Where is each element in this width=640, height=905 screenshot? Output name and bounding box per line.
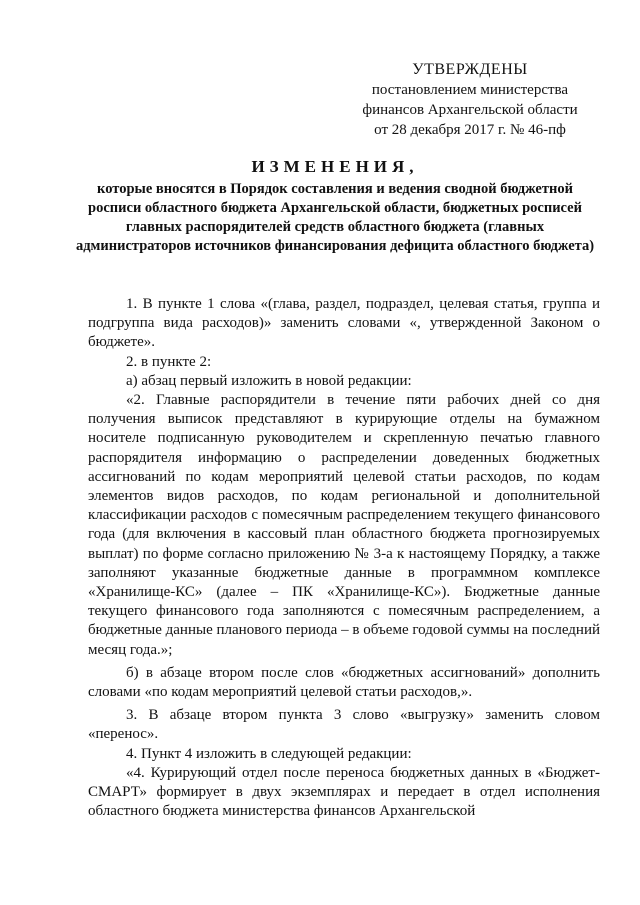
paragraph-4-text: «4. Курирующий отдел после переноса бюджетных данных в «Бюджет-СМАРТ» формирует в двух экземплярах и передает в отдел исполнения областного бюджета министерства финансов Архангельской (88, 764, 600, 820)
approval-heading: УТВЕРЖДЕНЫ (412, 61, 528, 78)
document-subtitle: которые вносятся в Порядок составления и ведения сводной бюджетной росписи областного бюджета Архангельской области, бюджетных росписей главных распорядителей средств областного бюджета (главных администраторов источников финансирования дефицита областного бюджета) (75, 181, 595, 254)
paragraph-2: 2. в пункте 2: (126, 353, 212, 370)
approval-line-3: от 28 декабря 2017 г. № 46-пф (374, 122, 566, 138)
paragraph-4: 4. Пункт 4 изложить в следующей редакции: (126, 745, 412, 762)
document-body (88, 295, 600, 821)
document-title-block (70, 156, 600, 256)
paragraph-1: 1. В пункте 1 слова «(глава, раздел, подраздел, целевая статья, группа и подгруппа вида расходов)» заменить словами «, утвержденной Законом о бюджете». (88, 296, 600, 351)
paragraph-2b: б) в абзаце втором после слов «бюджетных ассигнований» дополнить словами «по кодам мероприятий целевой статьи расходов,». (88, 664, 600, 701)
document-title: ИЗМЕНЕНИЯ, (251, 157, 419, 176)
approval-line-1: постановлением министерства (371, 82, 569, 98)
paragraph-2a-text: «2. Главные распорядители в течение пяти рабочих дней со дня получения выписок представляют в курирующие отделы на бумажном носителе подписанную руководителем и скрепленную печатью главного распорядителя информацию о распределении доведенных бюджетных ассигнований по кодам мероприятий целевой статьи расходов, по кодам элементов видов расходов, по кодам региональной и дополнительной классификации расходов с помесячным распределением текущего финансового года (для включения в кассовый план областного бюджета прогнозируемых выплат) по форме согласно приложению № 3-а к настоящему Порядку, а также заполняют указанные бюджетные данные в программном комплексе «Хранилище-КС» (далее – ПК «Хранилище-КС»). Бюджетные данные текущего финансового года заполняются с помесячным распределением, а бюджетные данные планового периода – в объеме годовой суммы на последний месяц года.»; (88, 392, 600, 658)
paragraph-3: 3. В абзаце втором пункта 3 слово «выгрузку» заменить словом «перенос». (88, 707, 600, 743)
approval-line-2: финансов Архангельской области (362, 102, 578, 118)
paragraph-2a: а) абзац первый изложить в новой редакции: (126, 372, 412, 389)
approval-stamp (340, 60, 600, 140)
